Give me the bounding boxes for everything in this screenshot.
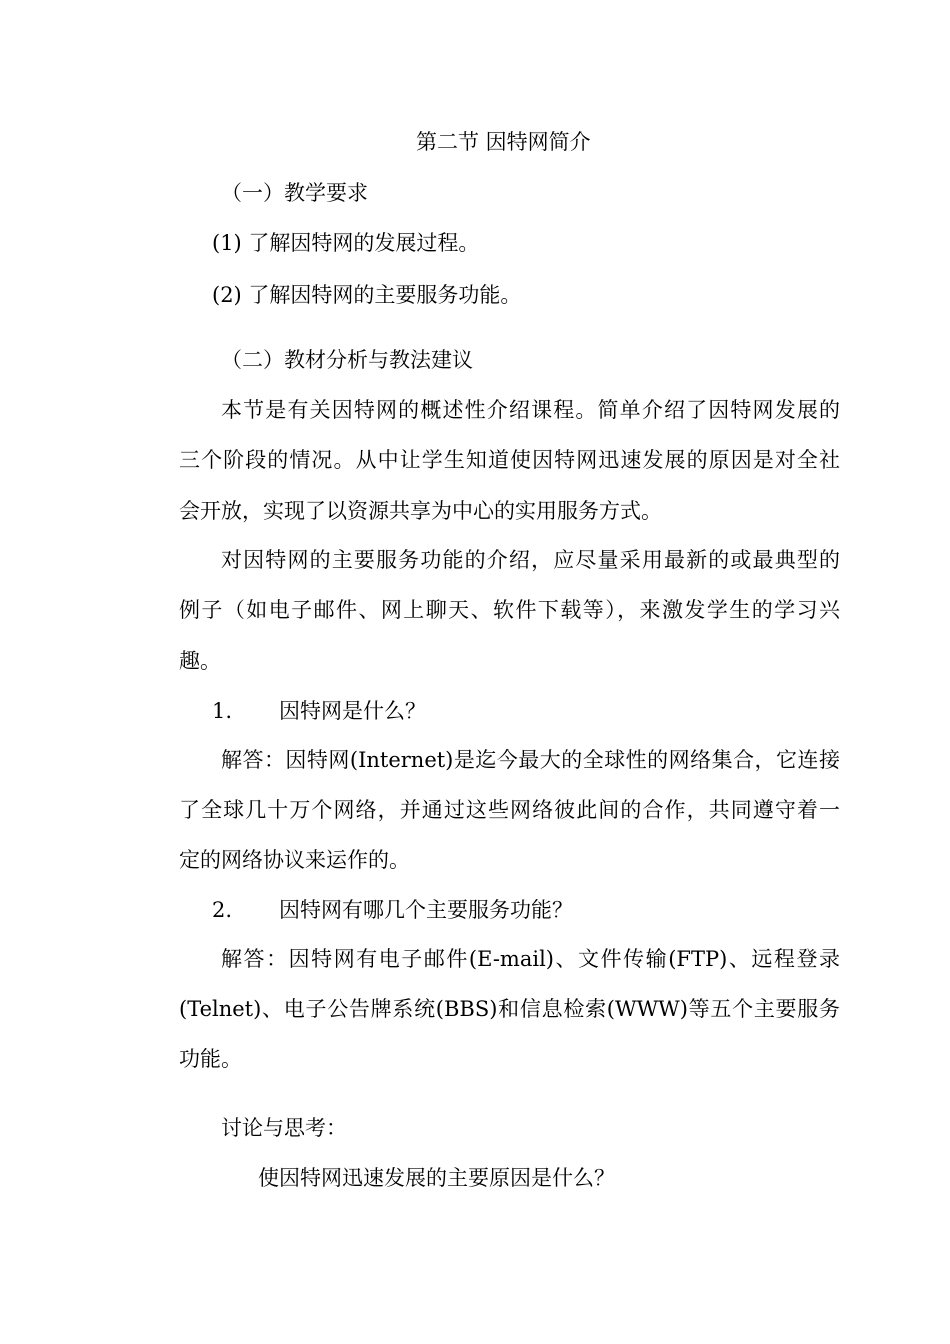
section-heading-requirements: （一）教学要求 (221, 181, 368, 205)
paragraph-line: 三个阶段的情况。从中让学生知道使因特网迅速发展的原因是对全社 (179, 448, 840, 472)
question-number: 2. (212, 898, 233, 922)
discussion-question: 使因特网迅速发展的主要原因是什么？ (258, 1166, 615, 1190)
paragraph-line: 本节是有关因特网的概述性介绍课程。简单介绍了因特网发展的 (221, 398, 840, 422)
discussion-heading: 讨论与思考： (221, 1116, 347, 1140)
answer-line: 了全球几十万个网络，并通过这些网络彼此间的合作，共同遵守着一 (179, 798, 840, 822)
question-text: 因特网是什么？ (279, 699, 426, 723)
requirement-item: (1) 了解因特网的发展过程。 (212, 231, 480, 255)
paragraph-line: 对因特网的主要服务功能的介绍，应尽量采用最新的或最典型的 (221, 548, 840, 572)
page-title: 第二节 因特网简介 (416, 130, 591, 154)
paragraph-line: 例子（如电子邮件、网上聊天、软件下载等），来激发学生的学习兴 (179, 598, 840, 622)
question-text: 因特网有哪几个主要服务功能？ (279, 898, 573, 922)
answer-line: 解答：因特网(Internet)是迄今最大的全球性的网络集合，它连接 (221, 748, 840, 772)
answer-line: 解答：因特网有电子邮件(E-mail)、文件传输(FTP)、远程登录 (221, 947, 840, 971)
paragraph-line: 会开放，实现了以资源共享为中心的实用服务方式。 (179, 499, 662, 523)
requirement-item: (2) 了解因特网的主要服务功能。 (212, 283, 522, 307)
answer-line: (Telnet)、电子公告牌系统(BBS)和信息检索(WWW)等五个主要服务 (179, 997, 840, 1021)
answer-line: 功能。 (179, 1047, 242, 1071)
section-heading-analysis: （二）教材分析与教法建议 (221, 348, 473, 372)
paragraph-line: 趣。 (179, 649, 221, 673)
question-number: 1. (212, 699, 233, 723)
answer-line: 定的网络协议来运作的。 (179, 848, 410, 872)
